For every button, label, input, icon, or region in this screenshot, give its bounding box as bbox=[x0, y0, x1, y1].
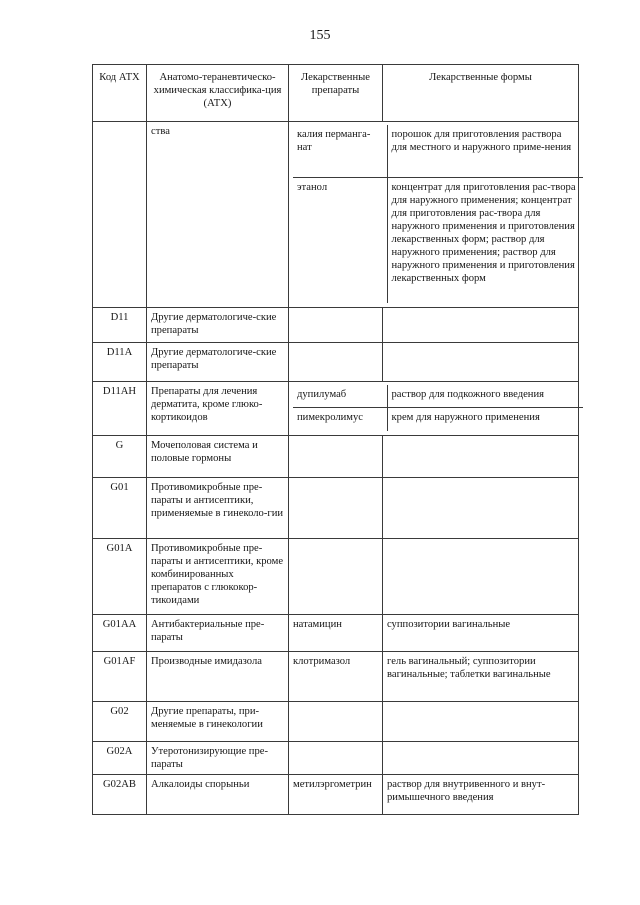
header-forms: Лекарственные формы bbox=[383, 65, 579, 122]
drug-cell: метилэргометрин bbox=[289, 775, 383, 815]
drug-cell: дупилумаб bbox=[293, 385, 387, 407]
atx-name: Другие дерматологиче-ские препараты bbox=[147, 343, 289, 382]
table-row bbox=[93, 652, 579, 702]
drug-cell: калия перманга-нат bbox=[293, 125, 387, 177]
atx-code: G02A bbox=[93, 742, 147, 775]
atx-name: Противомикробные пре-параты и антисептики, кроме комбинированных препаратов с глюкокор-тикоидами bbox=[147, 539, 289, 615]
form-cell bbox=[383, 308, 579, 343]
atx-name: Утеротонизирующие пре-параты bbox=[147, 742, 289, 775]
atx-code: G01AA bbox=[93, 615, 147, 652]
table-row bbox=[93, 742, 579, 775]
drug-subtable bbox=[293, 385, 583, 431]
table-row bbox=[93, 308, 579, 343]
drug-group bbox=[289, 382, 579, 436]
form-cell bbox=[383, 436, 579, 478]
atx-table bbox=[92, 64, 579, 815]
drug-cell: натамицин bbox=[289, 615, 383, 652]
atx-name: Противомикробные пре-параты и антисептики, применяемые в гинеколо-гии bbox=[147, 478, 289, 539]
drug-cell bbox=[289, 343, 383, 382]
header-classification: Анатомо-тераневтическо-химическая классифика-ция (АТХ) bbox=[147, 65, 289, 122]
drug-row bbox=[293, 385, 583, 407]
drug-cell: этанол bbox=[293, 177, 387, 303]
drug-cell: клотримазол bbox=[289, 652, 383, 702]
atx-code: D11AH bbox=[93, 382, 147, 436]
atx-code: G01AF bbox=[93, 652, 147, 702]
table-row bbox=[93, 382, 579, 436]
form-cell: раствор для внутривенного и внут-римышечного введения bbox=[383, 775, 579, 815]
table-row bbox=[93, 436, 579, 478]
atx-name: Другие препараты, при-меняемые в гинекологии bbox=[147, 702, 289, 742]
table-row bbox=[93, 539, 579, 615]
drug-subtable bbox=[293, 125, 583, 303]
table-row bbox=[93, 122, 579, 308]
header-code: Код АТХ bbox=[93, 65, 147, 122]
atx-code: D11 bbox=[93, 308, 147, 343]
table-row bbox=[93, 775, 579, 815]
table-body bbox=[93, 122, 579, 815]
atx-code: G02 bbox=[93, 702, 147, 742]
form-cell: крем для наружного применения bbox=[387, 407, 583, 431]
form-cell bbox=[383, 742, 579, 775]
drug-cell bbox=[289, 478, 383, 539]
form-cell bbox=[383, 343, 579, 382]
atx-name: Препараты для лечения дерматита, кроме глюко-кортикоидов bbox=[147, 382, 289, 436]
table-row bbox=[93, 615, 579, 652]
atx-code bbox=[93, 122, 147, 308]
atx-code: G01 bbox=[93, 478, 147, 539]
table-row bbox=[93, 343, 579, 382]
table-header bbox=[93, 65, 579, 122]
form-cell: гель вагинальный; суппозитории вагинальные; таблетки вагинальные bbox=[383, 652, 579, 702]
atx-code: D11A bbox=[93, 343, 147, 382]
form-cell: концентрат для приготовления рас-твора для наружного применения; концентрат для приготовления рас-твора для наружного применения и приготовления лекарственных форм; раствор для наружного применения; раствор для наружного применения и приготовления лекарственных форм bbox=[387, 177, 583, 303]
drug-row bbox=[293, 125, 583, 177]
table-row bbox=[93, 478, 579, 539]
drug-group bbox=[289, 122, 579, 308]
atx-name: Производные имидазола bbox=[147, 652, 289, 702]
drug-cell bbox=[289, 308, 383, 343]
header-drugs: Лекарственные препараты bbox=[289, 65, 383, 122]
drug-row bbox=[293, 177, 583, 303]
table-row bbox=[93, 702, 579, 742]
atx-code: G01A bbox=[93, 539, 147, 615]
form-cell: порошок для приготовления раствора для местного и наружного приме-нения bbox=[391, 129, 572, 153]
form-cell bbox=[383, 702, 579, 742]
form-cell: суппозитории вагинальные bbox=[383, 615, 579, 652]
drug-cell bbox=[289, 702, 383, 742]
drug-cell: пимекролимус bbox=[293, 407, 387, 431]
drug-cell bbox=[289, 436, 383, 478]
atx-name: ства bbox=[147, 122, 289, 308]
drug-cell bbox=[289, 539, 383, 615]
atx-code: G bbox=[93, 436, 147, 478]
form-cell bbox=[383, 539, 579, 615]
drug-cell bbox=[289, 742, 383, 775]
page-number: 155 bbox=[309, 28, 331, 43]
atx-code: G02AB bbox=[93, 775, 147, 815]
atx-name: Мочеполовая система и половые гормоны bbox=[147, 436, 289, 478]
atx-name: Другие дерматологиче-ские препараты bbox=[147, 308, 289, 343]
atx-name: Алкалоиды спорыньи bbox=[147, 775, 289, 815]
form-cell bbox=[383, 478, 579, 539]
form-cell: раствор для подкожного введения bbox=[391, 389, 545, 400]
atx-name: Антибактериальные пре-параты bbox=[147, 615, 289, 652]
drug-row bbox=[293, 407, 583, 431]
